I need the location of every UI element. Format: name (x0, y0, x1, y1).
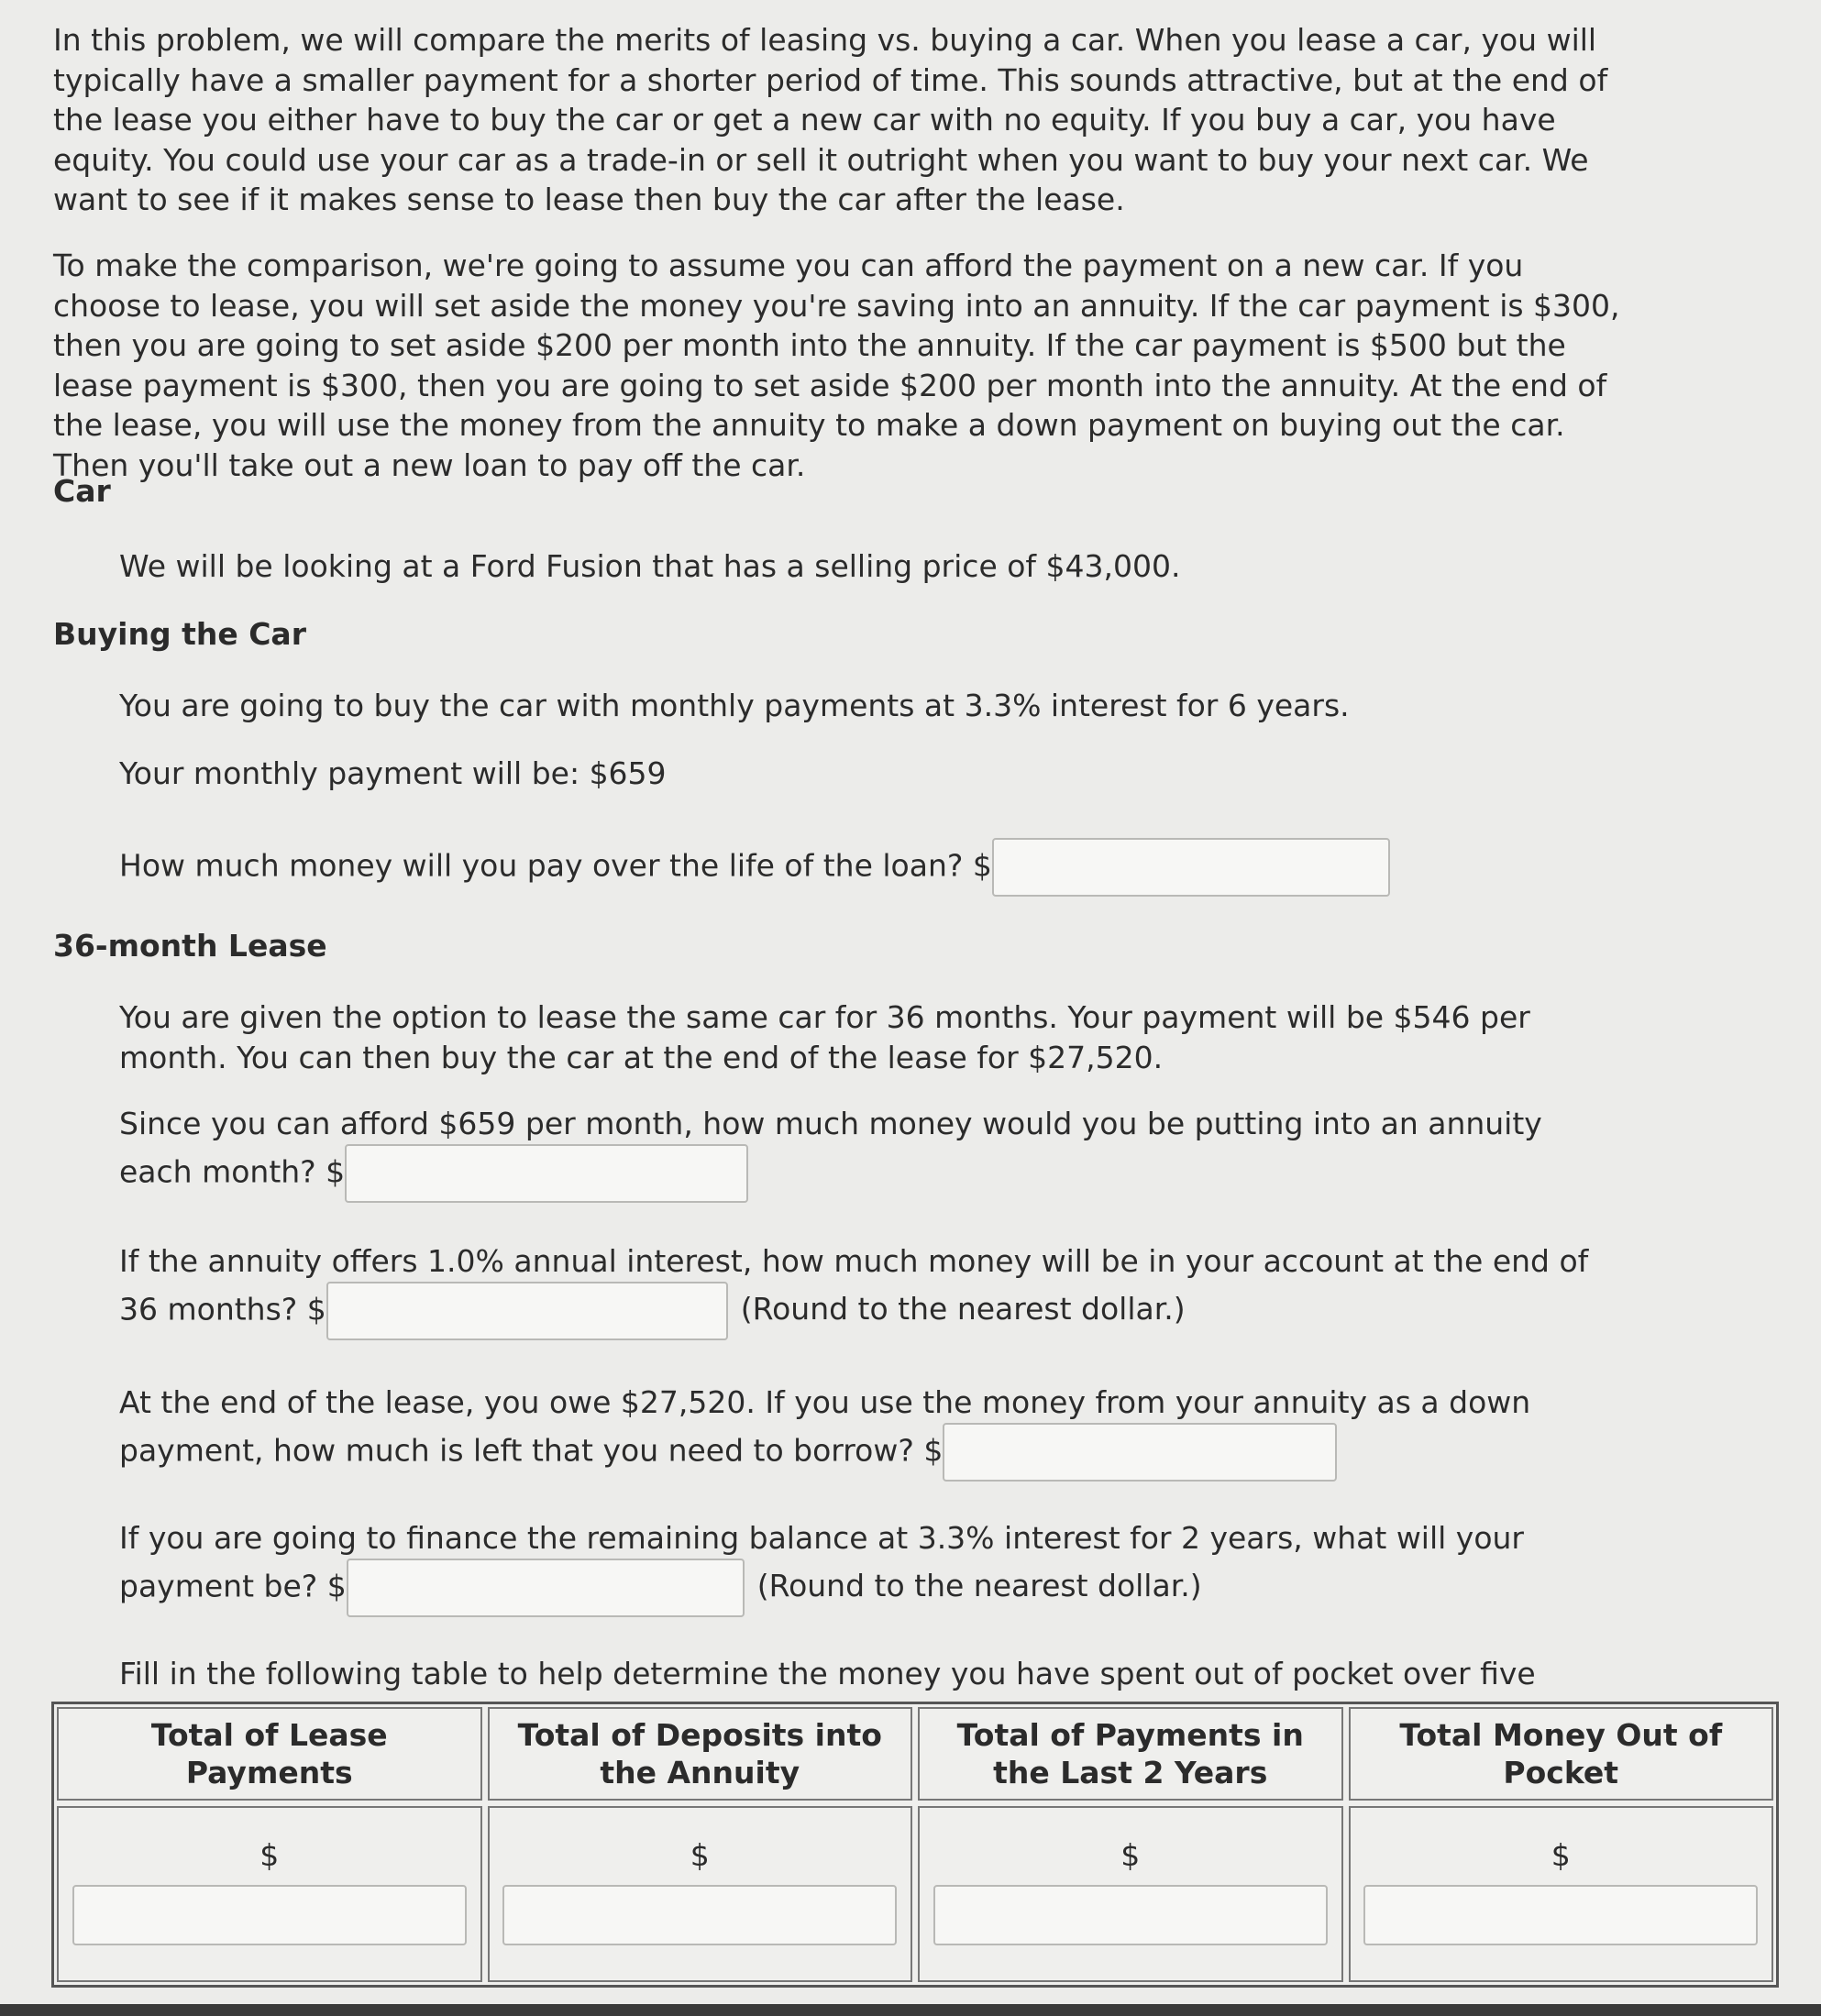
annuity-balance-note: (Round to the nearest dollar.) (740, 1291, 1186, 1327)
cell-out-of-pocket (1349, 1806, 1774, 1982)
currency-symbol: $ (1120, 1837, 1141, 1873)
lease-heading: 36-month Lease (53, 928, 327, 964)
bottom-edge-bar (0, 2004, 1821, 2016)
lease-payments-input[interactable] (72, 1885, 467, 1945)
currency-symbol: $ (690, 1837, 710, 1873)
new-payment-label: If you are going to finance the remaining balance at 3.3% interest for 2 years, what will your payment be? $ (119, 1520, 1525, 1604)
car-heading: Car (53, 473, 111, 509)
cell-lease-payments (57, 1806, 482, 1982)
annuity-deposit-label: Since you can afford $659 per month, how much money would you be putting into an annuity each month? $ (119, 1106, 1542, 1190)
header-out-of-pocket: Total Money Out of Pocket (1349, 1707, 1774, 1801)
cell-last-2-years (918, 1806, 1343, 1982)
cell-annuity-deposits (488, 1806, 913, 1982)
annuity-deposit-question (119, 1104, 1623, 1203)
annuity-deposits-input[interactable] (502, 1885, 897, 1945)
car-description: We will be looking at a Ford Fusion that has a selling price of $43,000. (119, 548, 1181, 584)
buying-terms: You are going to buy the car with monthly payments at 3.3% interest for 6 years. (119, 688, 1350, 723)
header-annuity-deposits: Total of Deposits into the Annuity (488, 1707, 913, 1801)
out-of-pocket-table (51, 1702, 1779, 1988)
new-payment-note: (Round to the nearest dollar.) (756, 1568, 1202, 1604)
loan-total-label: How much money will you pay over the life of the loan? $ (119, 847, 992, 884)
annuity-balance-question (119, 1241, 1623, 1340)
annuity-deposit-input[interactable] (345, 1144, 748, 1203)
borrow-amount-question (119, 1383, 1623, 1482)
borrow-amount-input[interactable] (943, 1423, 1337, 1482)
intro-paragraph-2 (53, 246, 1630, 485)
new-payment-question (119, 1518, 1623, 1617)
intro-text-1: In this problem, we will compare the merits of leasing vs. buying a car. When you lease a car, you will typically have a smaller payment for a shorter period of time. This sounds attractive, but at the end of the lease you either have to buy the car or get a new car with no equity. If you buy a car, you have equity. You could use your car as a trade-in or sell it outright when you want to buy your next car. We want to see if it makes sense to lease then buy the car after the lease. (53, 22, 1608, 218)
borrow-amount-label: At the end of the lease, you owe $27,520. If you use the money from your annuity as a down payment, how much is left that you need to borrow? $ (119, 1384, 1531, 1469)
loan-total-question (119, 838, 1623, 897)
header-last-2-years: Total of Payments in the Last 2 Years (918, 1707, 1343, 1801)
monthly-payment-text: Your monthly payment will be: $659 (119, 755, 667, 791)
currency-symbol: $ (259, 1837, 280, 1873)
annuity-balance-label: If the annuity offers 1.0% annual interest, how much money will be in your account at the end of 36 months? $ (119, 1243, 1589, 1327)
annuity-balance-input[interactable] (326, 1282, 728, 1340)
intro-paragraph-1 (53, 20, 1630, 220)
buying-heading: Buying the Car (53, 616, 306, 652)
lease-description: You are given the option to lease the same car for 36 months. Your payment will be $546 per month. You can then buy the car at the end of the lease for $27,520. (119, 999, 1530, 1075)
new-payment-input[interactable] (347, 1559, 745, 1617)
intro-text-2: To make the comparison, we're going to assume you can afford the payment on a new car. If you choose to lease, you will set aside the money you're saving into an annuity. If the car payment is $300, then you are going to set aside $200 per month into the annuity. If the car payment is $500 but the lease payment is $300, then you are going to set aside $200 per month into the annuity. At the end of the lease, you will use the money from the annuity to make a down payment on buying out the car. Then you'll take out a new loan to pay off the car. (53, 248, 1620, 483)
header-lease-payments: Total of Lease Payments (57, 1707, 482, 1801)
loan-total-input[interactable] (992, 838, 1390, 897)
last-2-years-input[interactable] (933, 1885, 1328, 1945)
table-intro: Fill in the following table to help determine the money you have spent out of pocket over five (119, 1656, 1536, 1691)
out-of-pocket-input[interactable] (1363, 1885, 1758, 1945)
currency-symbol: $ (1551, 1837, 1571, 1873)
